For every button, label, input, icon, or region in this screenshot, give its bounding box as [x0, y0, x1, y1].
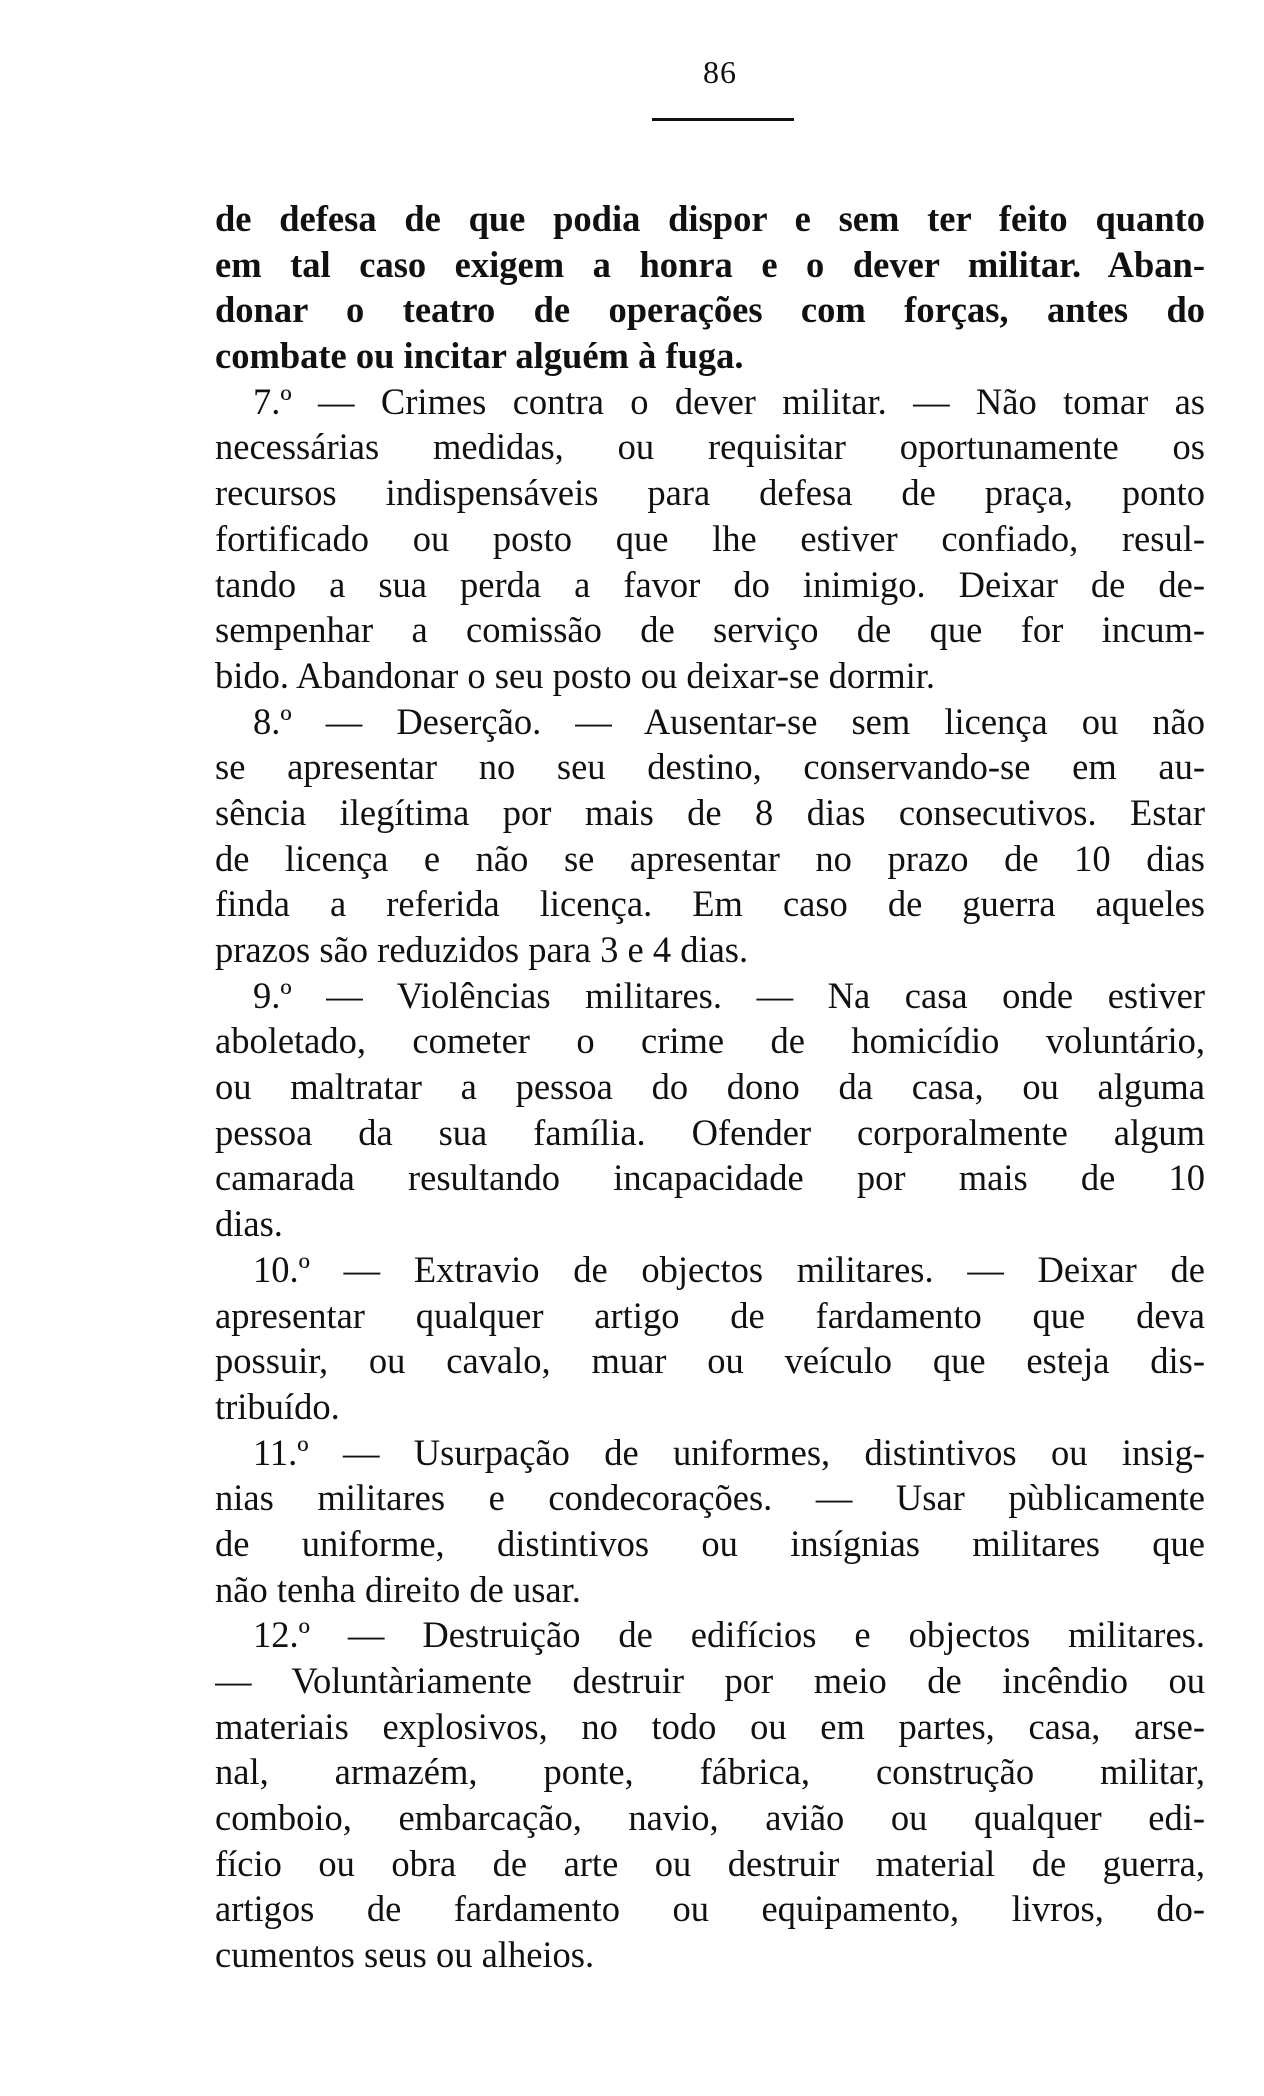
body-text — [215, 196, 1205, 1978]
text-line: nal, armazém, ponte, fábrica, construção militar, — [215, 1751, 1205, 1793]
text-line: em tal caso exigem a honra e o dever militar. Aban- — [215, 243, 1205, 285]
text-line: artigos de fardamento ou equipamento, livros, do- — [215, 1888, 1205, 1930]
text-line: ou maltratar a pessoa do dono da casa, ou alguma — [215, 1066, 1205, 1108]
text-line: tribuído. — [215, 1385, 340, 1427]
text-line: apresentar qualquer artigo de fardamento que deva — [215, 1294, 1205, 1336]
text-line: sência ilegítima por mais de 8 dias consecutivos. Estar — [215, 791, 1205, 833]
paragraph-start-line: 12.º — Destruição de edifícios e objectos militares. — [253, 1614, 1205, 1656]
header-rule — [652, 118, 794, 121]
text-line: pessoa da sua família. Ofender corporalmente algum — [215, 1111, 1205, 1153]
text-line: fortificado ou posto que lhe estiver confiado, resul- — [215, 517, 1205, 559]
text-line: camarada resultando incapacidade por mais de 10 — [215, 1157, 1205, 1199]
text-line: donar o teatro de operações com forças, antes do — [215, 289, 1205, 331]
paragraph-start-line: 7.º — Crimes contra o dever militar. — Não tomar as — [253, 380, 1205, 422]
text-line: de defesa de que podia dispor e sem ter feito quanto — [215, 198, 1205, 239]
text-line: materiais explosivos, no todo ou em partes, casa, arse- — [215, 1705, 1205, 1747]
text-line: de licença e não se apresentar no prazo de 10 dias — [215, 837, 1205, 879]
text-line: fício ou obra de arte ou destruir material de guerra, — [215, 1842, 1205, 1884]
text-line: finda a referida licença. Em caso de guerra aqueles — [215, 883, 1205, 925]
paragraph-start-line: 8.º — Deserção. — Ausentar-se sem licença ou não — [253, 700, 1205, 742]
paragraph-start-line: 9.º — Violências militares. — Na casa onde estiver — [253, 974, 1205, 1016]
text-line: aboletado, cometer o crime de homicídio voluntário, — [215, 1020, 1205, 1062]
text-line: possuir, ou cavalo, muar ou veículo que esteja dis- — [215, 1340, 1205, 1382]
text-line: sempenhar a comissão de serviço de que for incum- — [215, 609, 1205, 651]
text-line: tando a sua perda a favor do inimigo. Deixar de de- — [215, 563, 1205, 605]
text-line: prazos são reduzidos para 3 e 4 dias. — [215, 929, 749, 970]
text-line: combate ou incitar alguém à fuga. — [215, 335, 744, 377]
text-line: de uniforme, distintivos ou insígnias militares que — [215, 1522, 1205, 1564]
text-line: recursos indispensáveis para defesa de praça, ponto — [215, 472, 1205, 514]
text-line: bido. Abandonar o seu posto ou deixar-se dormir. — [215, 654, 936, 696]
text-line: comboio, embarcação, navio, avião ou qualquer edi- — [215, 1797, 1205, 1839]
paragraph-start-line: 11.º — Usurpação de uniformes, distintivos ou insig- — [253, 1431, 1205, 1473]
text-line: se apresentar no seu destino, conservando-se em au- — [215, 746, 1205, 788]
text-line: não tenha direito de usar. — [215, 1568, 581, 1610]
text-line: necessárias medidas, ou requisitar oportunamente os — [215, 426, 1205, 468]
page-number: 86 — [703, 54, 737, 90]
text-line: cumentos seus ou alheios. — [215, 1934, 595, 1976]
text-line: dias. — [215, 1203, 283, 1245]
text-line: — Voluntàriamente destruir por meio de incêndio ou — [215, 1660, 1205, 1701]
text-line: nias militares e condecorações. — Usar pùblicamente — [215, 1477, 1205, 1519]
paragraph-start-line: 10.º — Extravio de objectos militares. — Deixar de — [253, 1248, 1205, 1290]
